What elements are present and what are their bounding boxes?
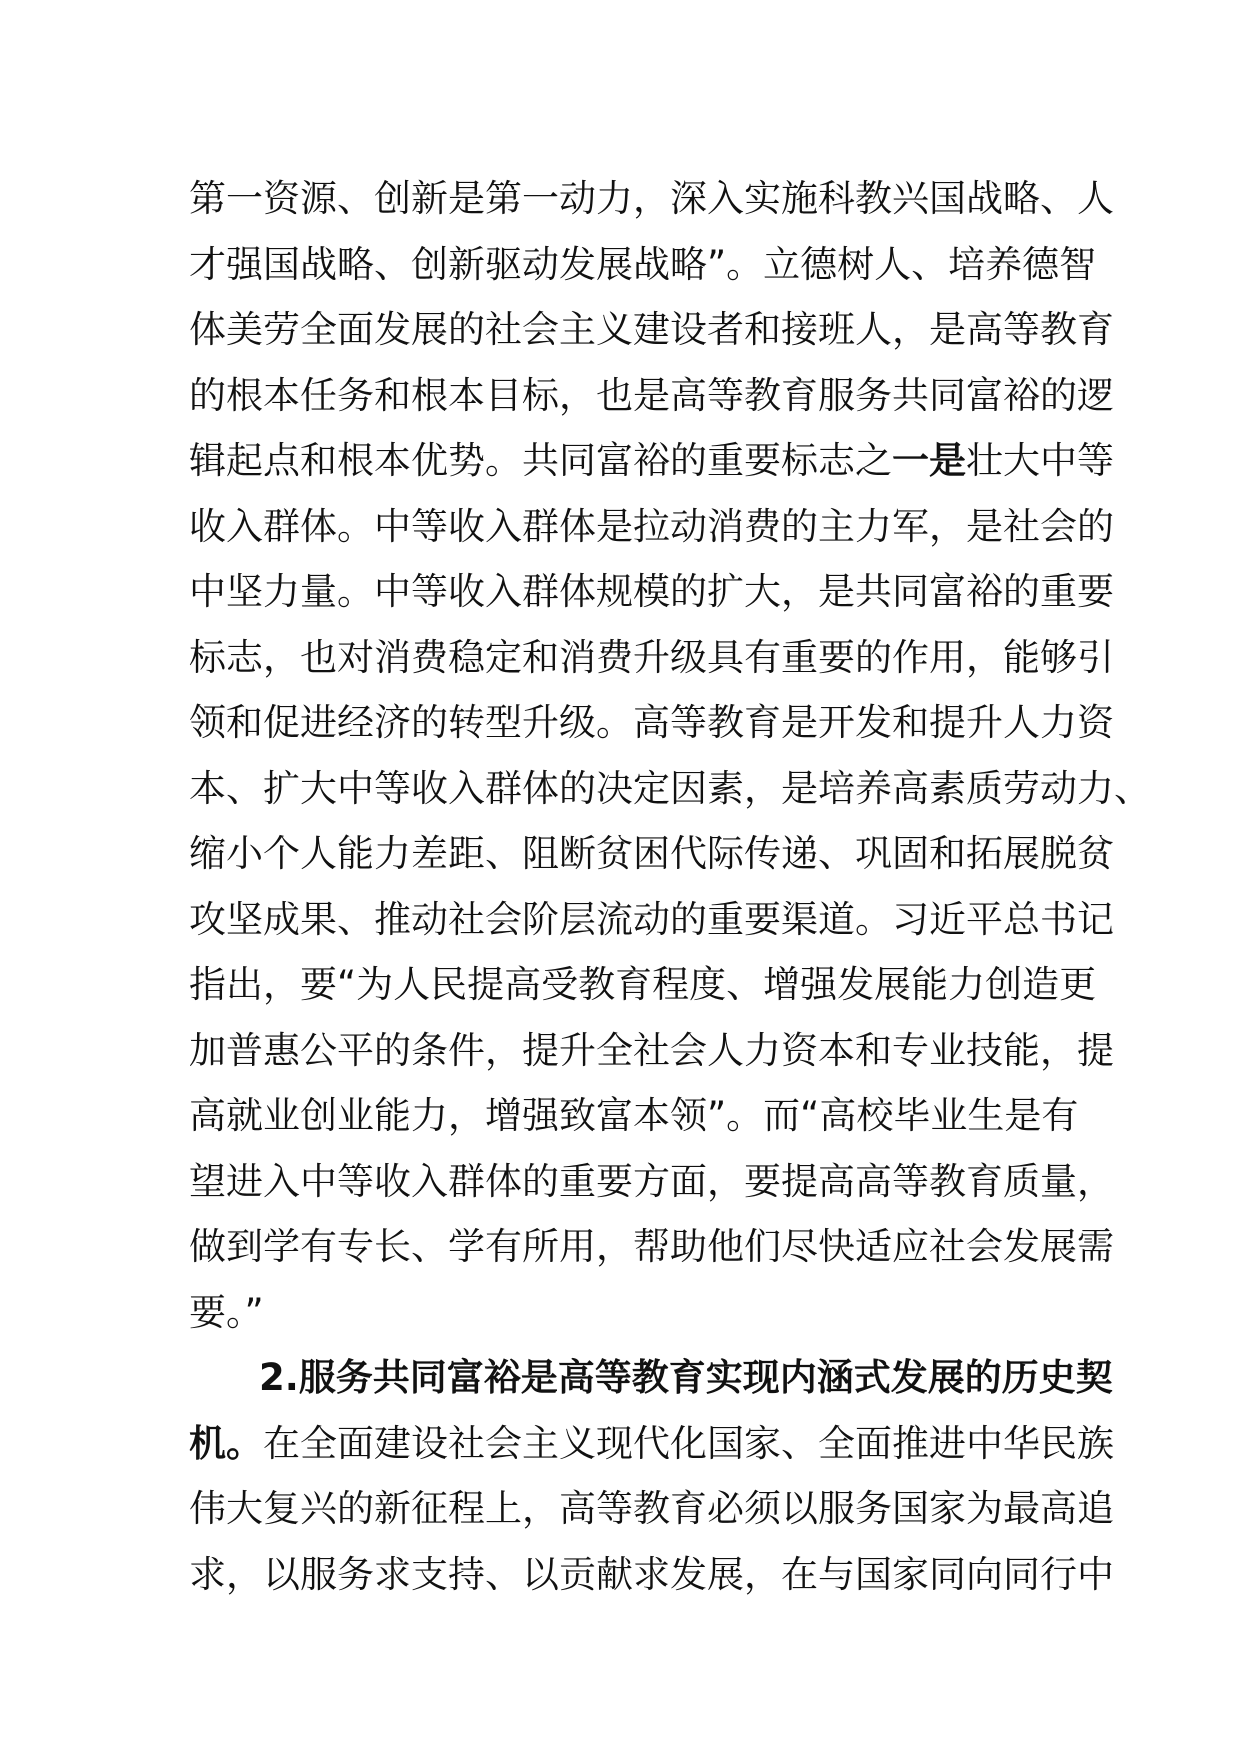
text-line: 领和促进经济的转型升级。高等教育是开发和提升人力资 [189, 701, 1114, 744]
text-line: 加普惠公平的条件，提升全社会人力资本和专业技能，提 [189, 1028, 1114, 1072]
text-line: 攻坚成果、推动社会阶层流动的重要渠道。习近平总书记 [189, 897, 1114, 941]
text-line: 才强国战略、创新驱动发展战略”。立德树人、培养德智 [189, 242, 1097, 286]
text-line [189, 1411, 1114, 1477]
text-line: 缩小个人能力差距、阻断贫困代际传递、巩固和拓展脱贫 [189, 832, 1114, 875]
paragraph-1 [189, 166, 1151, 1345]
document-body [189, 166, 1151, 1607]
text-line: 伟大复兴的新征程上，高等教育必须以服务国家为最高追 [189, 1487, 1114, 1530]
text-line: 中坚力量。中等收入群体规模的扩大，是共同富裕的重要 [189, 570, 1114, 613]
text-line: 第一资源、创新是第一动力，深入实施科教兴国战略、人 [189, 177, 1114, 220]
text-line [189, 428, 1114, 494]
text-run: 辑起点和根本优势。共同富裕的重要标志之 [189, 439, 892, 482]
text-line: 指出，要“为人民提高受教育程度、增强发展能力创造更 [189, 963, 1097, 1006]
text-line: 做到学有专长、学有所用，帮助他们尽快适应社会发展需 [189, 1225, 1114, 1268]
text-line: 体美劳全面发展的社会主义建设者和接班人，是高等教育 [189, 308, 1114, 351]
text-line: 的根本任务和根本目标，也是高等教育服务共同富裕的逻 [189, 373, 1114, 417]
text-run: 壮大中等 [966, 439, 1114, 482]
text-line: 要。” [189, 1290, 264, 1334]
text-line: 标志，也对消费稳定和消费升级具有重要的作用，能够引 [189, 635, 1114, 679]
text-line: 本、扩大中等收入群体的决定因素，是培养高素质劳动力、 [189, 766, 1151, 810]
section-heading: 2.服务共同富裕是高等教育实现内涵式发展的历史契 [259, 1356, 1113, 1399]
bold-marker: 一是 [892, 439, 966, 482]
text-line: 求，以服务求支持、以贡献求发展，在与国家同向同行中 [189, 1552, 1114, 1596]
text-line: 高就业创业能力，增强致富本领”。而“高校毕业生是有 [189, 1094, 1079, 1137]
paragraph-2 [189, 1345, 1114, 1607]
text-line: 收入群体。中等收入群体是拉动消费的主力军，是社会的 [189, 504, 1114, 548]
text-line: 望进入中等收入群体的重要方面，要提高高等教育质量， [189, 1159, 1114, 1203]
section-heading-end: 机。 [189, 1421, 263, 1465]
text-run: 在全面建设社会主义现代化国家、全面推进中华民族 [263, 1421, 1114, 1465]
